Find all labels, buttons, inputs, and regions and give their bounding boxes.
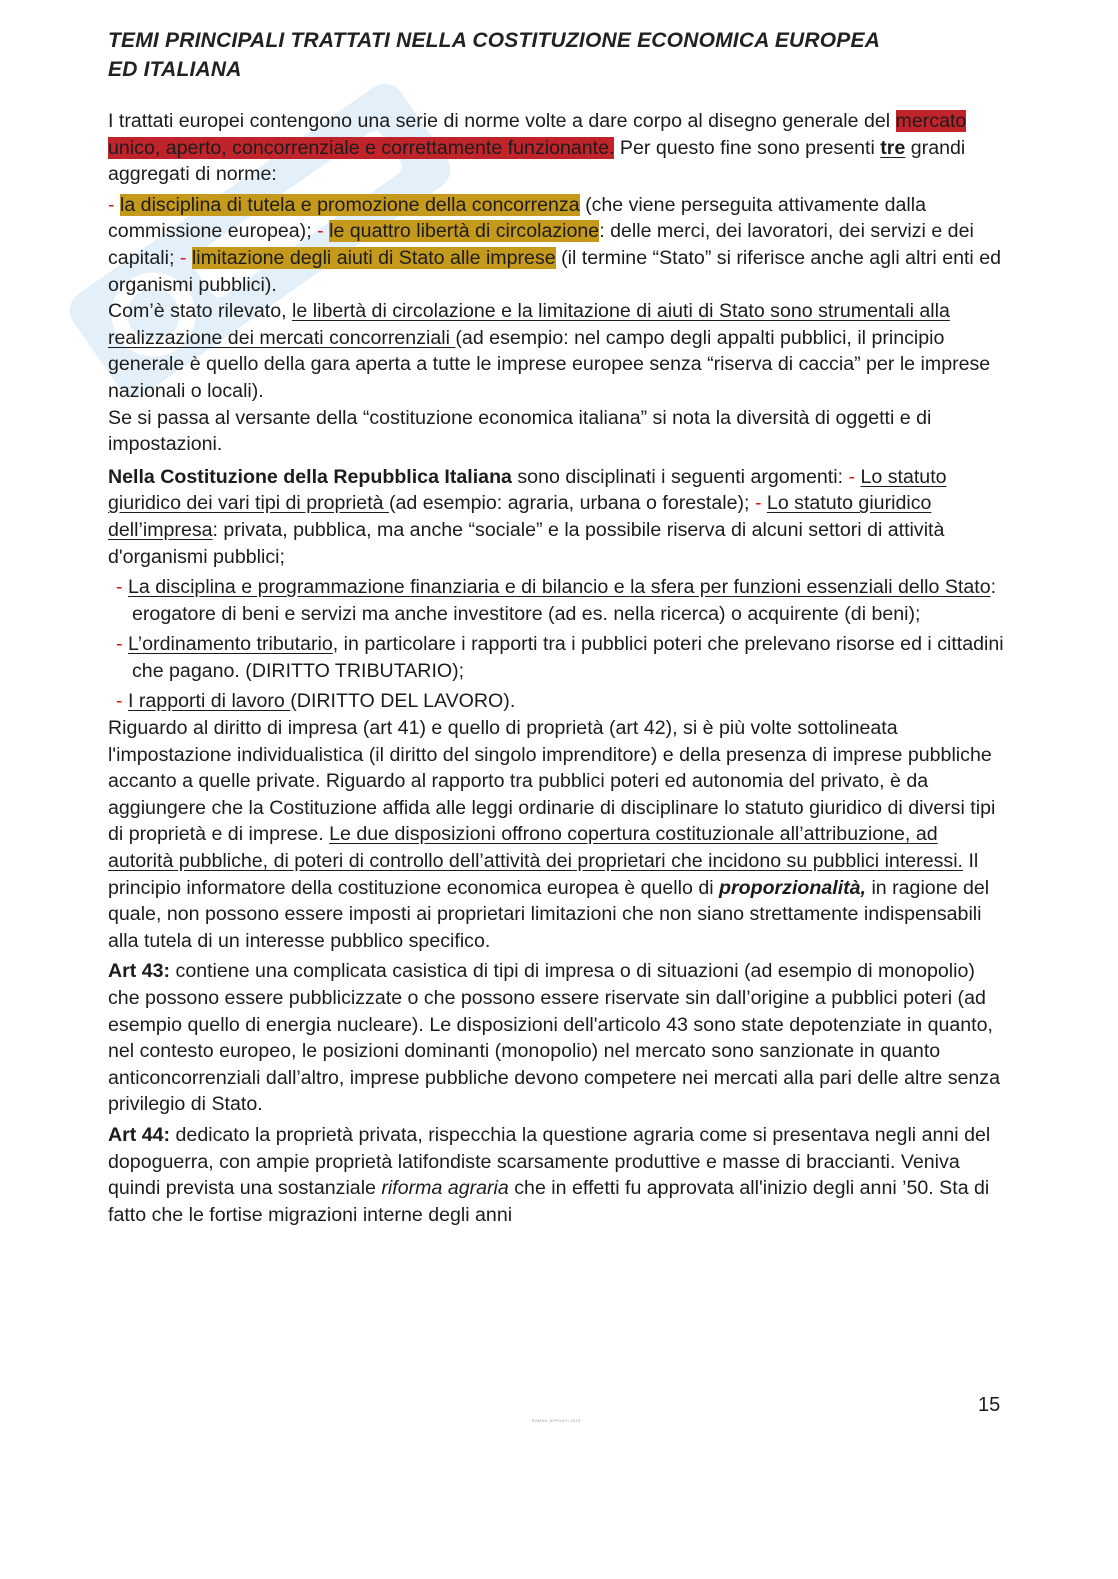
aggregates-list — [108, 192, 1008, 298]
text: I trattati europei contengono una serie di norme volte a dare corpo al disegno generale del — [108, 110, 896, 132]
highlight-red: mercato unico, aperto, concorrenziale e correttamente funzionante. — [108, 110, 967, 159]
document-title — [108, 26, 1008, 84]
bold-text: Nella Costituzione della Repubblica Italiana — [108, 465, 512, 488]
document-page — [108, 26, 1008, 1228]
text: : delle merci, dei lavoratori, dei servizi e dei capitali; — [108, 220, 974, 269]
underlined-text: Le due disposizioni offrono copertura costituzionale all’attribuzione, ad autorità pubbliche, di poteri di controllo dell’attività dei proprietari che incidono su pubblici interessi. — [108, 823, 963, 873]
bullet-dash: - — [848, 465, 856, 488]
list-item — [108, 631, 1008, 684]
article-label: Art 44: — [108, 1123, 171, 1146]
text: sono disciplinati i seguenti argomenti: — [511, 465, 849, 488]
highlight-gold: le quattro libertà di circolazione — [329, 220, 600, 243]
bullet-dash: - — [116, 576, 123, 599]
text: , in particolare i rapporti tra i pubblici poteri che prelevano risorse ed i cittadini che pagano. (DIRITTO TRIBUTARIO); — [132, 633, 1004, 682]
underlined-text: L’ordinamento tributario — [127, 633, 333, 656]
paragraph-art-43 — [108, 958, 1008, 1118]
page-number: 15 — [978, 1394, 1001, 1416]
bullet-dash: - — [317, 220, 324, 243]
text: Com’è stato rilevato, — [108, 300, 293, 323]
bullet-dash: - — [179, 246, 187, 269]
title-line-1: TEMI PRINCIPALI TRATTATI NELLA COSTITUZIONE ECONOMICA EUROPEA — [108, 29, 881, 52]
underlined-text: Lo statuto giuridico dell’impresa — [108, 492, 932, 541]
bold-underline: tre — [880, 136, 906, 159]
paragraph-intro — [108, 108, 1008, 188]
list-item — [108, 688, 1008, 715]
title-line-2: ED ITALIANA — [108, 58, 242, 81]
article-label: Art 43: — [108, 960, 171, 983]
text: contiene una complicata casistica di tipi di impresa o di situazioni (ad esempio di monopolio) che possono essere pubblicizzate o che possono essere riservate sin dall’origine a pubblici poteri (ad esempio quello di energia nucleare). Le disposizioni dell'articolo 43 sono state depotenziate in quanto, nel contesto europeo, le posizioni dominanti (monopolio) nel mercato sono sanzionate in quanto anticoncorrenziali dall’altro, imprese pubbliche devono competere nei mercati alla pari delle altre senza privilegio di Stato. — [108, 960, 1000, 1116]
text: Per questo fine sono presenti — [614, 136, 881, 159]
text: (il termine “Stato” si riferisce anche agli altri enti ed organismi pubblici). — [108, 246, 1002, 296]
bullet-dash: - — [108, 193, 115, 216]
italic-text: riforma agraria — [381, 1177, 509, 1200]
paragraph-art-44 — [108, 1122, 1008, 1228]
bullet-dash: - — [754, 492, 762, 515]
footer-text: ESMAIL APPUNTI 2019 — [532, 1418, 581, 1423]
bold-italic-text: proporzionalità, — [719, 876, 866, 899]
text: (ad esempio: agraria, urbana o forestale); — [388, 492, 755, 515]
list-item — [108, 574, 1008, 627]
text: : privata, pubblica, ma anche “sociale” e la possibile riserva di alcuni settori di attività d'organismi pubblici; — [108, 518, 945, 568]
underlined-text: Lo statuto giuridico dei vari tipi di proprietà — [108, 465, 947, 515]
paragraph-freedoms — [108, 298, 1008, 404]
highlight-gold: la disciplina di tutela e promozione della concorrenza — [119, 193, 580, 216]
underlined-text: le libertà di circolazione e la limitazione di aiuti di Stato sono strumentali alla realizzazione dei mercati concorrenziali — [108, 300, 950, 349]
text: in ragione del quale, non possono essere imposti ai proprietari limitazioni che non siano strettamente indispensabili alla tutela di un interesse pubblico specifico. — [108, 876, 990, 952]
underlined-text: La disciplina e programmazione finanziaria e di bilancio e la sfera per funzioni essenziali dello Stato — [127, 576, 991, 599]
text: (che viene perseguita attivamente dalla commissione europea); — [108, 193, 926, 243]
paragraph-topics — [108, 464, 1008, 570]
underlined-text: I rapporti di lavoro — [127, 690, 291, 713]
text: : erogatore di beni e servizi ma anche investitore (ad es. nella ricerca) o acquirente (di beni); — [132, 576, 997, 625]
bullet-dash: - — [116, 633, 123, 656]
topics-list — [108, 574, 1008, 715]
bullet-dash: - — [116, 690, 123, 713]
text: Il principio informatore della costituzione economica europea è quello di — [108, 850, 979, 899]
text: che in effetti fu approvata all'inizio degli anni ’50. Sta di fatto che le fortise migrazioni interne degli anni — [108, 1177, 990, 1226]
paragraph-enterprise-property — [108, 715, 1008, 954]
text: (DIRITTO DEL LAVORO). — [290, 690, 516, 713]
text: (ad esempio: nel campo degli appalti pubblici, il principio generale è quello della gara aperta a tutte le imprese europee senza “riserva di caccia” per le imprese nazionali o locali). — [108, 326, 991, 402]
text: dedicato la proprietà privata, rispecchia la questione agraria come si presentava negli anni del dopoguerra, con ampie proprietà latifondiste scarsamente produttive e masse di braccianti. Veniva quindi prevista una sostanziale — [108, 1123, 991, 1200]
text: grandi aggregati di norme: — [108, 136, 966, 186]
paragraph-italian-constitution: Se si passa al versante della “costituzione economica italiana” si nota la diversità di oggetti e di impostazioni. — [108, 406, 932, 456]
highlight-gold: limitazione degli aiuti di Stato alle imprese — [191, 246, 556, 269]
text: Riguardo al diritto di impresa (art 41) e quello di proprietà (art 42), si è più volte sottolineata l'impostazione individualistica (il diritto del singolo imprenditore) e della presenza di imprese pubbliche accanto a quelle private. Riguardo al rapporto tra pubblici poteri ed autonomia del privato, è da aggiungere che la Costituzione affida alle leggi ordinarie di disciplinare lo statuto giuridico di diversi tipi di proprietà e di imprese. — [108, 717, 996, 846]
